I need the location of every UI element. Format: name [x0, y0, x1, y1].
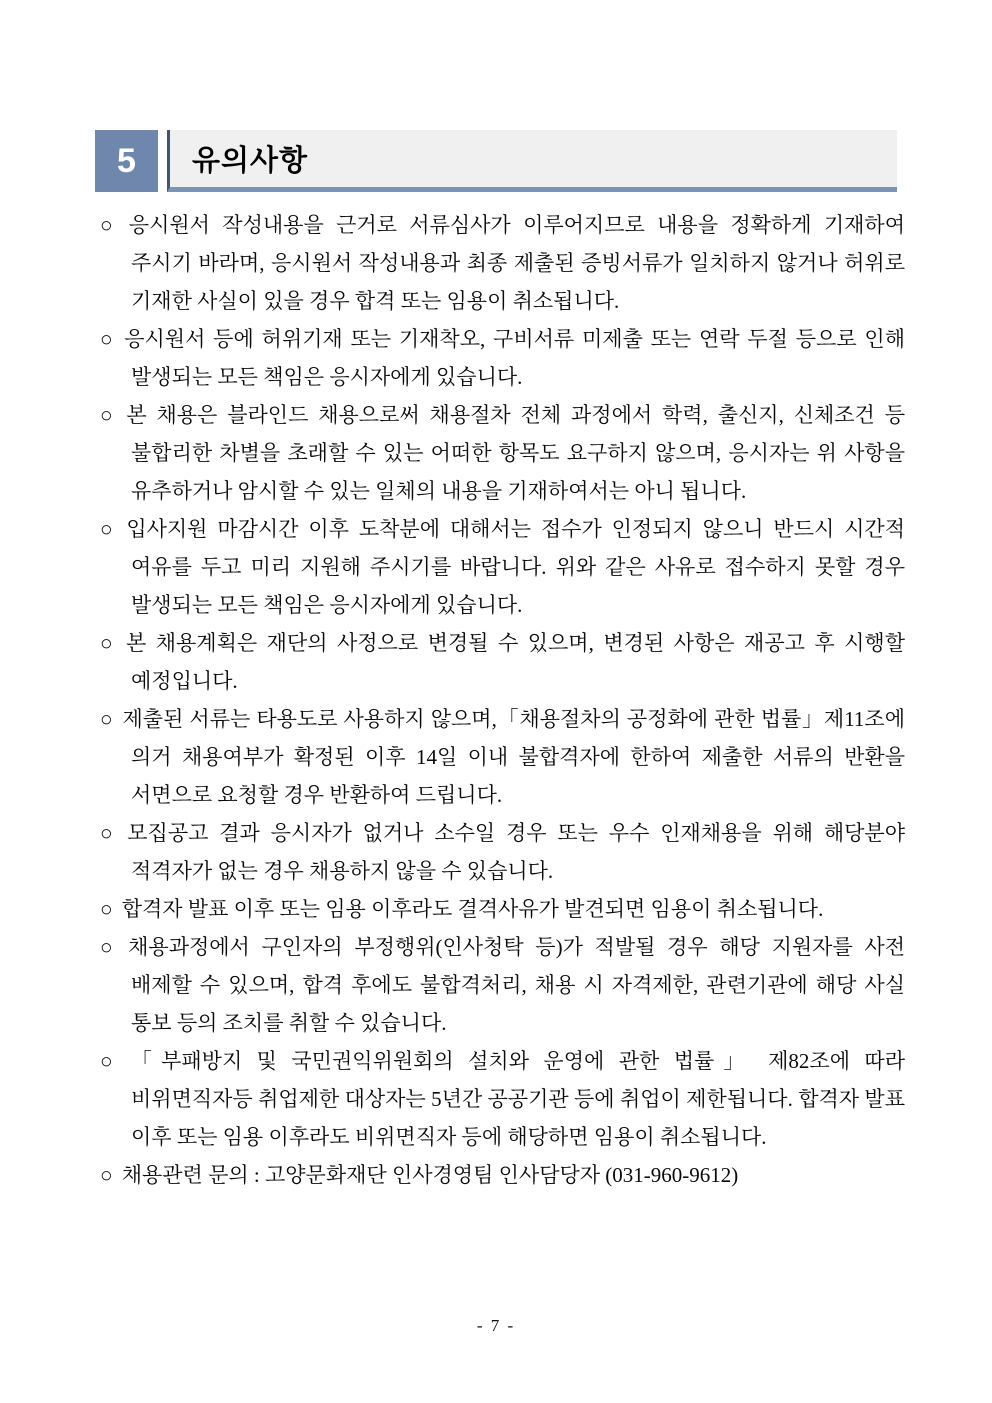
section-title-bar: [167, 130, 897, 192]
page-footer: [0, 1316, 992, 1336]
notice-text: 모집공고 결과 응시자가 없거나 소수일 경우 또는 우수 인재채용을 위해 해당분야 적격자가 없는 경우 채용하지 않을 수 있습니다.: [127, 821, 905, 883]
notice-text: 「부패방지 및 국민권익위원회의 설치와 운영에 관한 법률」 제82조에 따라 비위면직자등 취업제한 대상자는 5년간 공공기관 등에 취업이 제한됩니다. 합격자 발표 이후 또는 임용 이후라도 비위면직자 등에 해당하면 임용이 취소됩니다.: [130, 1049, 906, 1149]
notice-item: [100, 396, 905, 510]
notice-item: [100, 624, 905, 700]
notice-item: [100, 1042, 905, 1156]
notice-item: [100, 890, 905, 928]
notice-list: [100, 206, 905, 1194]
notice-marker: ○: [100, 213, 120, 237]
notice-text: 제출된 서류는 타용도로 사용하지 않으며,「채용절차의 공정화에 관한 법률」제11조에 의거 채용여부가 확정된 이후 14일 이내 불합격자에 한하여 제출한 서류의 반환을 서면으로 요청할 경우 반환하여 드립니다.: [122, 707, 906, 807]
section-header-gap: [158, 130, 167, 192]
notice-item: [100, 320, 905, 396]
notice-marker: ○: [100, 1049, 122, 1073]
notice-item: [100, 700, 905, 814]
page-number: - 7 -: [476, 1316, 516, 1335]
notice-text: 합격자 발표 이후 또는 임용 이후라도 결격사유가 발견되면 임용이 취소됩니다.: [121, 897, 824, 921]
notice-marker: ○: [100, 707, 114, 731]
notice-marker: ○: [100, 1163, 113, 1187]
section-header: [95, 130, 897, 192]
notice-item: [100, 814, 905, 890]
notice-text: 본 채용은 블라인드 채용으로써 채용절차 전체 과정에서 학력, 출신지, 신체조건 등 불합리한 차별을 초래할 수 있는 어떠한 항목도 요구하지 않으며, 응시자는 위 사항을 유추하거나 암시할 수 있는 일체의 내용을 기재하여서는 아니 됩니다.: [126, 403, 905, 503]
notice-marker: ○: [100, 403, 118, 427]
notice-item: [100, 1156, 905, 1194]
notice-text: 채용관련 문의 : 고양문화재단 인사경영팀 인사담당자 (031-960-9612): [121, 1163, 739, 1187]
notice-item: [100, 928, 905, 1042]
notice-marker: ○: [100, 821, 119, 845]
notice-marker: ○: [100, 631, 117, 655]
notice-text: 응시원서 등에 허위기재 또는 기재착오, 구비서류 미제출 또는 연락 두절 등으로 인해 발생되는 모든 책임은 응시자에게 있습니다.: [124, 327, 905, 389]
notice-marker: ○: [100, 935, 120, 959]
notice-item: [100, 206, 905, 320]
notice-marker: ○: [100, 327, 116, 351]
notice-item: [100, 510, 905, 624]
notice-text: 본 채용계획은 재단의 사정으로 변경될 수 있으며, 변경된 사항은 재공고 후 시행할 예정입니다.: [125, 631, 906, 693]
notice-text: 채용과정에서 구인자의 부정행위(인사청탁 등)가 적발될 경우 해당 지원자를 사전 배제할 수 있으며, 합격 후에도 불합격처리, 채용 시 자격제한, 관련기관에 해당 사실 통보 등의 조치를 취할 수 있습니다.: [128, 935, 906, 1035]
notice-text: 응시원서 작성내용을 근거로 서류심사가 이루어지므로 내용을 정확하게 기재하여 주시기 바라며, 응시원서 작성내용과 최종 제출된 증빙서류가 일치하지 않거나 허위로 기재한 사실이 있을 경우 합격 또는 임용이 취소됩니다.: [128, 213, 905, 313]
section-number-badge: 5: [95, 130, 158, 192]
notice-text: 입사지원 마감시간 이후 도착분에 대해서는 접수가 인정되지 않으니 반드시 시간적 여유를 두고 미리 지원해 주시기를 바랍니다. 위와 같은 사유로 접수하지 못할 경우 발생되는 모든 책임은 응시자에게 있습니다.: [126, 517, 905, 617]
section-title: 유의사항: [192, 145, 309, 177]
notice-marker: ○: [100, 517, 118, 541]
notice-marker: ○: [100, 897, 113, 921]
